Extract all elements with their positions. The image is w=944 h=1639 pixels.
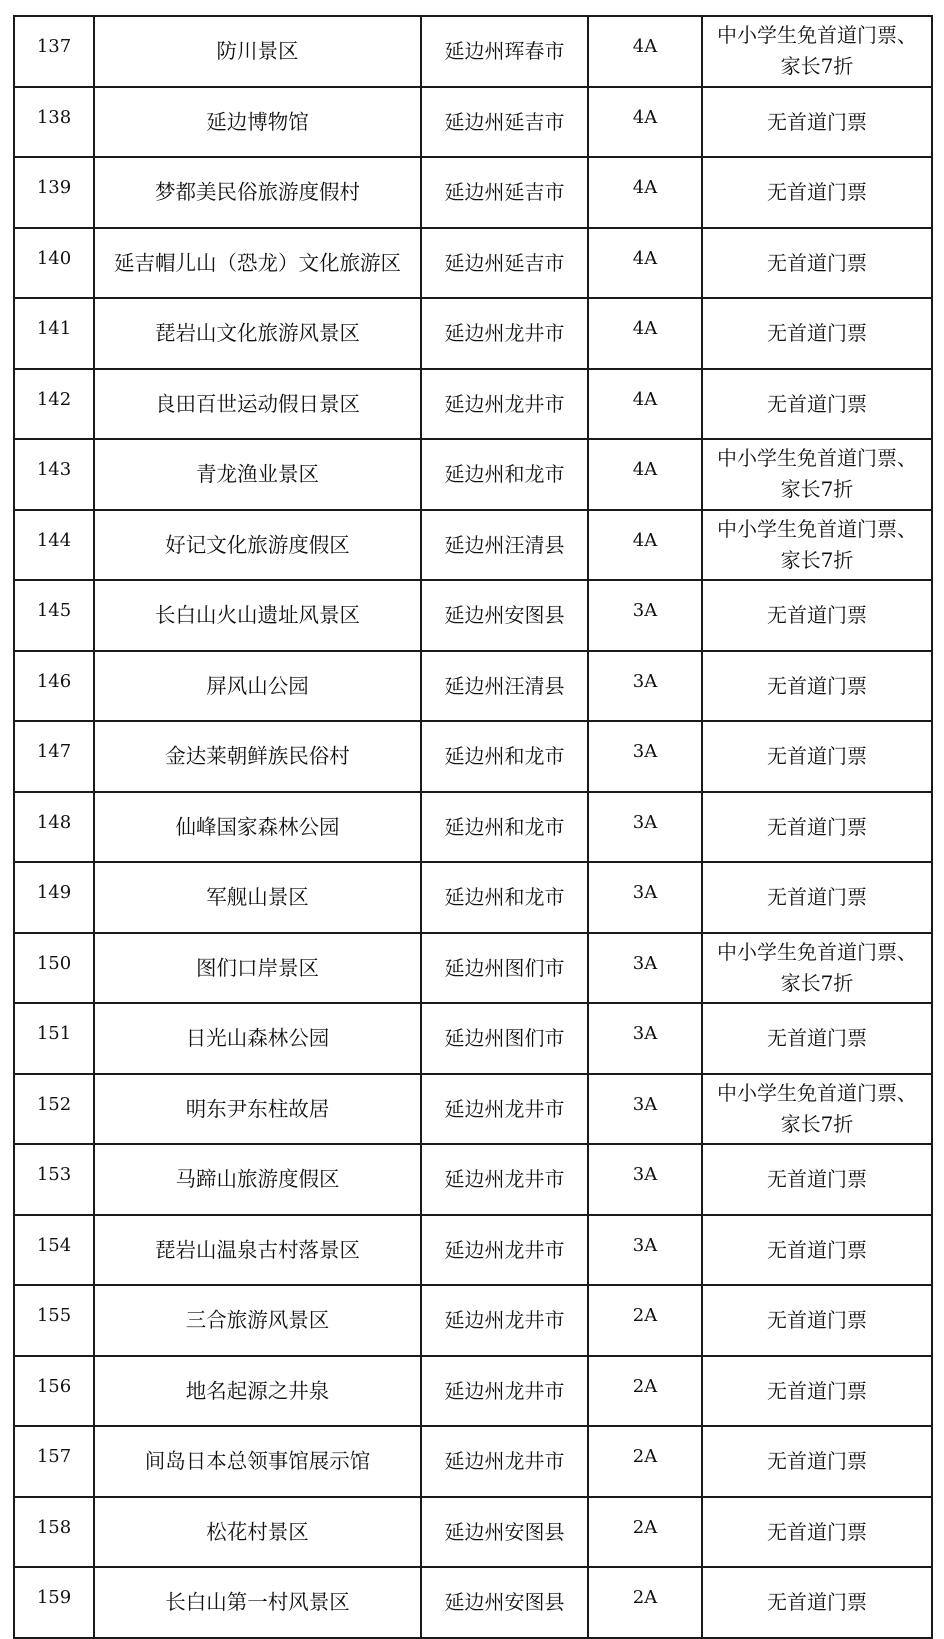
ticket-policy [702,1003,932,1074]
ticket-policy-line-1: 中小学生免首道门票、 [717,23,917,48]
table-row [14,1144,932,1215]
scenic-spot-level: 3A [588,933,702,1004]
scenic-spot-name: 琵岩山温泉古村落景区 [94,1215,421,1286]
table-row [14,792,932,863]
scenic-spot-level: 3A [588,651,702,722]
row-number: 138 [14,87,94,158]
ticket-policy [702,651,932,722]
scenic-spot-location: 延边州安图县 [421,580,588,651]
scenic-spot-level: 3A [588,721,702,792]
scenic-spot-name: 琵岩山文化旅游风景区 [94,298,421,369]
table-row [14,228,932,299]
ticket-policy [702,298,932,369]
scenic-spot-level: 2A [588,1426,702,1497]
ticket-policy-line-1: 无首道门票 [767,814,867,839]
ticket-policy-line-2: 家长7折 [780,547,854,572]
ticket-policy [702,721,932,792]
ticket-policy [702,1567,932,1638]
ticket-policy-line-2: 家长7折 [780,970,854,995]
scenic-spot-location: 延边州安图县 [421,1497,588,1568]
scenic-spot-location: 延边州图们市 [421,933,588,1004]
scenic-spot-level: 2A [588,1285,702,1356]
scenic-spot-level: 4A [588,510,702,581]
scenic-spot-location: 延边州龙井市 [421,369,588,440]
scenic-spot-location: 延边州龙井市 [421,1285,588,1356]
scenic-spot-level: 4A [588,157,702,228]
row-number: 158 [14,1497,94,1568]
scenic-spot-name: 延边博物馆 [94,87,421,158]
scenic-spot-location: 延边州汪清县 [421,651,588,722]
ticket-policy-line-1: 无首道门票 [767,1378,867,1403]
scenic-spot-level: 3A [588,1144,702,1215]
scenic-spot-location: 延边州图们市 [421,1003,588,1074]
table-row [14,510,932,581]
scenic-spot-location: 延边州龙井市 [421,1144,588,1215]
ticket-policy-line-1: 无首道门票 [767,250,867,275]
scenic-spot-name: 长白山第一村风景区 [94,1567,421,1638]
ticket-policy-line-1: 无首道门票 [767,744,867,769]
ticket-policy [702,1215,932,1286]
table-row [14,862,932,933]
scenic-spot-location: 延边州延吉市 [421,228,588,299]
ticket-policy [702,16,932,87]
table-row [14,933,932,1004]
scenic-spot-level: 2A [588,1497,702,1568]
ticket-policy [702,1426,932,1497]
ticket-policy-line-1: 无首道门票 [767,1167,867,1192]
ticket-policy [702,1356,932,1427]
ticket-policy-line-1: 中小学生免首道门票、 [717,939,917,964]
scenic-spot-level: 2A [588,1356,702,1427]
row-number: 147 [14,721,94,792]
ticket-policy [702,862,932,933]
scenic-spot-location: 延边州龙井市 [421,1215,588,1286]
row-number: 139 [14,157,94,228]
row-number: 144 [14,510,94,581]
row-number: 148 [14,792,94,863]
table-row [14,1567,932,1638]
table-row [14,1074,932,1145]
ticket-policy-line-2: 家长7折 [780,1111,854,1136]
row-number: 159 [14,1567,94,1638]
row-number: 156 [14,1356,94,1427]
ticket-policy [702,933,932,1004]
ticket-policy [702,1074,932,1145]
scenic-spot-name: 梦都美民俗旅游度假村 [94,157,421,228]
scenic-spot-location: 延边州和龙市 [421,862,588,933]
row-number: 151 [14,1003,94,1074]
scenic-spot-name: 好记文化旅游度假区 [94,510,421,581]
scenic-spot-location: 延边州龙井市 [421,1356,588,1427]
ticket-policy-line-1: 无首道门票 [767,180,867,205]
table-row [14,651,932,722]
ticket-policy-line-1: 无首道门票 [767,885,867,910]
scenic-spot-name: 良田百世运动假日景区 [94,369,421,440]
row-number: 141 [14,298,94,369]
scenic-spot-level: 4A [588,87,702,158]
scenic-spot-level: 4A [588,228,702,299]
scenic-spot-table [13,15,933,1639]
row-number: 140 [14,228,94,299]
ticket-policy [702,510,932,581]
ticket-policy-line-2: 家长7折 [780,54,854,79]
ticket-policy-line-2: 家长7折 [780,477,854,502]
scenic-spot-level: 3A [588,1074,702,1145]
ticket-policy [702,439,932,510]
table-row [14,580,932,651]
ticket-policy [702,369,932,440]
scenic-spot-name: 屏风山公园 [94,651,421,722]
scenic-spot-level: 3A [588,1003,702,1074]
ticket-policy-line-1: 中小学生免首道门票、 [717,1080,917,1105]
scenic-spot-location: 延边州延吉市 [421,157,588,228]
ticket-policy-line-1: 中小学生免首道门票、 [717,516,917,541]
row-number: 137 [14,16,94,87]
row-number: 146 [14,651,94,722]
scenic-spot-name: 防川景区 [94,16,421,87]
scenic-spot-level: 3A [588,862,702,933]
scenic-spot-location: 延边州和龙市 [421,792,588,863]
ticket-policy-line-1: 无首道门票 [767,391,867,416]
table-row [14,1285,932,1356]
scenic-spot-location: 延边州珲春市 [421,16,588,87]
table-row [14,87,932,158]
scenic-spot-level: 4A [588,16,702,87]
ticket-policy [702,87,932,158]
scenic-spot-name: 长白山火山遗址风景区 [94,580,421,651]
scenic-spot-name: 三合旅游风景区 [94,1285,421,1356]
scenic-spot-name: 延吉帽儿山（恐龙）文化旅游区 [94,228,421,299]
row-number: 154 [14,1215,94,1286]
scenic-spot-name: 青龙渔业景区 [94,439,421,510]
row-number: 145 [14,580,94,651]
ticket-policy [702,1285,932,1356]
scenic-spot-location: 延边州和龙市 [421,439,588,510]
ticket-policy [702,228,932,299]
scenic-spot-level: 4A [588,439,702,510]
table-body [14,16,932,1638]
row-number: 157 [14,1426,94,1497]
table-row [14,1356,932,1427]
table-row [14,439,932,510]
row-number: 152 [14,1074,94,1145]
scenic-spot-level: 3A [588,580,702,651]
row-number: 142 [14,369,94,440]
scenic-spot-name: 地名起源之井泉 [94,1356,421,1427]
ticket-policy-line-1: 无首道门票 [767,1237,867,1262]
ticket-policy-line-1: 无首道门票 [767,673,867,698]
ticket-policy [702,1497,932,1568]
row-number: 155 [14,1285,94,1356]
scenic-spot-name: 明东尹东柱故居 [94,1074,421,1145]
ticket-policy-line-1: 无首道门票 [767,1308,867,1333]
table-row [14,157,932,228]
ticket-policy-line-1: 无首道门票 [767,321,867,346]
scenic-spot-name: 日光山森林公园 [94,1003,421,1074]
scenic-spot-location: 延边州延吉市 [421,87,588,158]
ticket-policy-line-1: 无首道门票 [767,109,867,134]
row-number: 150 [14,933,94,1004]
scenic-spot-name: 图们口岸景区 [94,933,421,1004]
scenic-spot-location: 延边州汪清县 [421,510,588,581]
scenic-spot-location: 延边州龙井市 [421,298,588,369]
ticket-policy-line-1: 无首道门票 [767,1590,867,1615]
ticket-policy-line-1: 无首道门票 [767,603,867,628]
scenic-spot-level: 4A [588,369,702,440]
table-row [14,369,932,440]
scenic-spot-name: 马蹄山旅游度假区 [94,1144,421,1215]
table-row [14,298,932,369]
scenic-spot-level: 2A [588,1567,702,1638]
table-row [14,1215,932,1286]
scenic-spot-location: 延边州龙井市 [421,1426,588,1497]
ticket-policy [702,157,932,228]
scenic-spot-location: 延边州龙井市 [421,1074,588,1145]
scenic-spot-name: 间岛日本总领事馆展示馆 [94,1426,421,1497]
row-number: 143 [14,439,94,510]
scenic-spot-location: 延边州安图县 [421,1567,588,1638]
scenic-spot-name: 仙峰国家森林公园 [94,792,421,863]
table-row [14,16,932,87]
table-row [14,1497,932,1568]
scenic-spot-name: 金达莱朝鲜族民俗村 [94,721,421,792]
ticket-policy [702,792,932,863]
scenic-spot-level: 3A [588,1215,702,1286]
table-row [14,721,932,792]
ticket-policy [702,1144,932,1215]
scenic-spot-level: 4A [588,298,702,369]
table-row [14,1003,932,1074]
row-number: 149 [14,862,94,933]
ticket-policy-line-1: 中小学生免首道门票、 [717,446,917,471]
scenic-spot-level: 3A [588,792,702,863]
table-row [14,1426,932,1497]
scenic-spot-name: 松花村景区 [94,1497,421,1568]
ticket-policy-line-1: 无首道门票 [767,1026,867,1051]
row-number: 153 [14,1144,94,1215]
scenic-spot-name: 军舰山景区 [94,862,421,933]
ticket-policy [702,580,932,651]
scenic-spot-location: 延边州和龙市 [421,721,588,792]
ticket-policy-line-1: 无首道门票 [767,1519,867,1544]
ticket-policy-line-1: 无首道门票 [767,1449,867,1474]
